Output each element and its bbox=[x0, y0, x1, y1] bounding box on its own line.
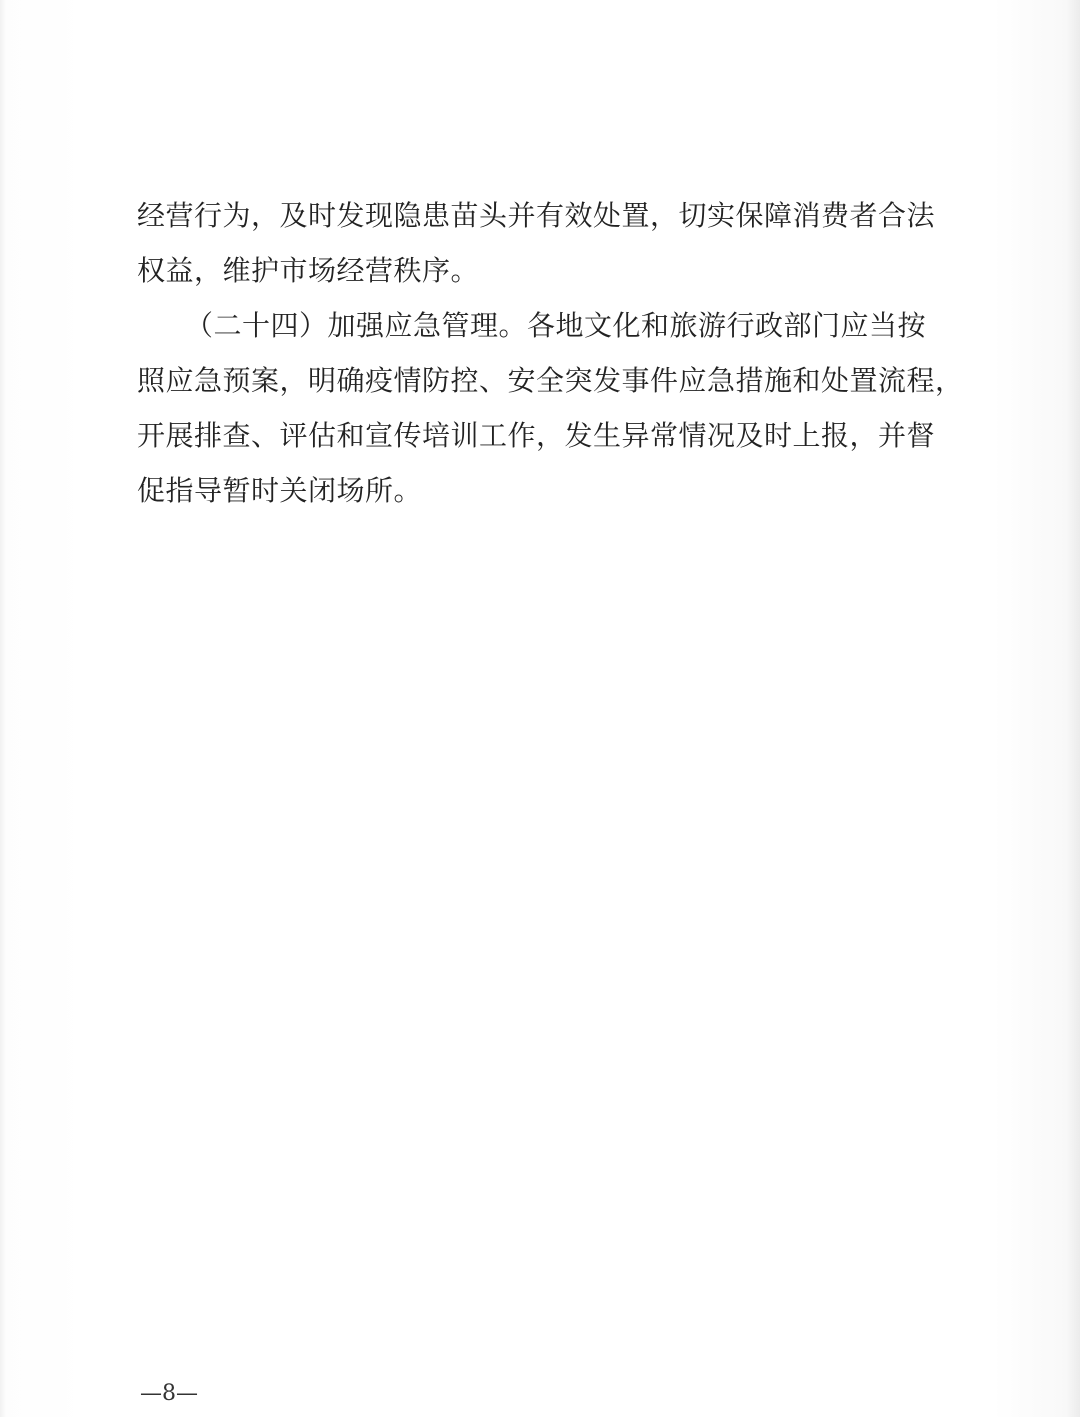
text-line: 促指导暂时关闭场所。 bbox=[137, 474, 423, 507]
page-number: —8— bbox=[140, 1381, 198, 1406]
text-line: 权益，维护市场经营秩序。 bbox=[137, 254, 480, 287]
text-line: 开展排查、评估和宣传培训工作，发生异常情况及时上报，并督 bbox=[137, 419, 936, 452]
body-text bbox=[137, 188, 964, 518]
scan-shadow-left bbox=[0, 0, 6, 1417]
section-heading-line: （二十四）加强应急管理。各地文化和旅游行政部门应当按 bbox=[185, 309, 927, 342]
scan-shadow-right bbox=[1066, 0, 1080, 1417]
text-line: 照应急预案，明确疫情防控、安全突发事件应急措施和处置流程， bbox=[137, 364, 964, 397]
text-line: 经营行为，及时发现隐患苗头并有效处置，切实保障消费者合法 bbox=[137, 199, 936, 232]
